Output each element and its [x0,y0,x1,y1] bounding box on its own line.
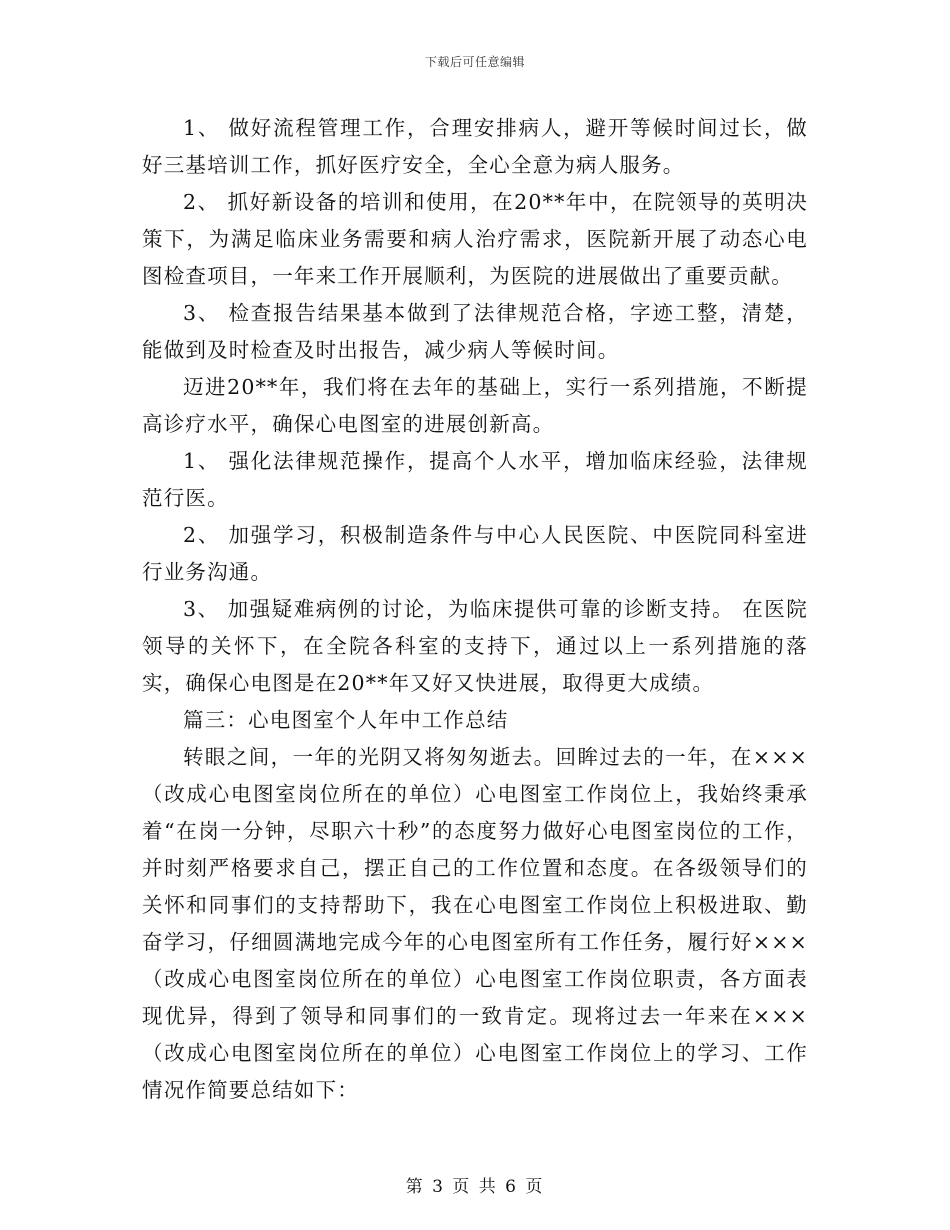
paragraph-item-2: 2、 抓好新设备的培训和使用，在20**年中，在院领导的英明决策下，为满足临床业务需要和病人治疗需求，医院新开展了动态心电图检查项目，一年来工作开展顺利，为医院的进展做出了重要贡献。 [142,190,808,288]
document-body [142,110,808,1109]
paragraph-plan-intro: 迈进20**年，我们将在去年的基础上，实行一系列措施，不断提高诊疗水平，确保心电图室的进展创新高。 [142,375,808,436]
paragraph-item-3: 3、 检查报告结果基本做到了法律规范合格，字迹工整，清楚，能做到及时检查及时出报告，减少病人等候时间。 [142,301,808,362]
section-heading: 篇三：心电图室个人年中工作总结 [183,708,509,732]
paragraph-plan-2: 2、 加强学习，积极制造条件与中心人民医院、中医院同科室进行业务沟通。 [142,523,808,584]
paragraph-item-1: 1、 做好流程管理工作，合理安排病人，避开等候时间过长，做好三基培训工作，抓好医疗安全，全心全意为病人服务。 [142,116,808,177]
page-header: 下载后可任意编辑 [424,55,525,69]
paragraph-plan-3: 3、 加强疑难病例的讨论，为临床提供可靠的诊断支持。 在医院领导的关怀下，在全院各科室的支持下，通过以上一系列措施的落实，确保心电图是在20**年又好又快进展，取得更大成绩。 [142,597,808,695]
paragraph-summary: 转眼之间，一年的光阴又将匆匆逝去。回眸过去的一年，在×××（改成心电图室岗位所在的单位）心电图室工作岗位上，我始终秉承着“在岗一分钟，尽职六十秒”的态度努力做好心电图室岗位的工作，并时刻严格要求自己，摆正自己的工作位置和态度。在各级领导们的关怀和同事们的支持帮助下，我在心电图室工作岗位上积极进取、勤奋学习，仔细圆满地完成今年的心电图室所有工作任务，履行好×××（改成心电图室岗位所在的单位）心电图室工作岗位职责，各方面表现优异，得到了领导和同事们的一致肯定。现将过去一年来在×××（改成心电图室岗位所在的单位）心电图室工作岗位上的学习、工作情况作简要总结如下： [142,745,808,1102]
page-number: 第 3 页 共 6 页 [405,1177,545,1197]
paragraph-plan-1: 1、 强化法律规范操作，提高个人水平，增加临床经验，法律规范行医。 [142,449,808,510]
